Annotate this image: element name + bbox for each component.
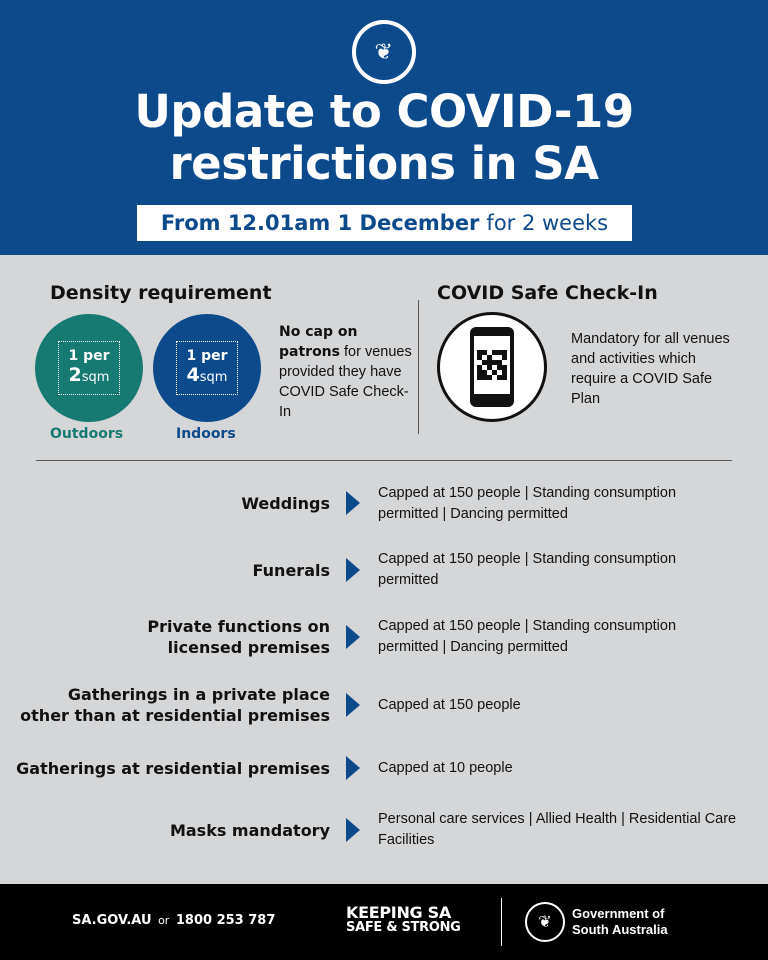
row-label-private-gatherings bbox=[20, 684, 330, 726]
title-line-1: Update to COVID-19 bbox=[134, 85, 634, 138]
arrow-right-icon bbox=[346, 756, 360, 780]
keep-logo-line-2: SAFE & STRONG bbox=[346, 920, 461, 935]
density-area bbox=[187, 364, 228, 389]
density-heading: Density requirement bbox=[50, 282, 272, 304]
row-desc-weddings: Capped at 150 people | Standing consumption permitted | Dancing permitted bbox=[378, 485, 677, 522]
row-label-text: other than at residential premises bbox=[20, 706, 330, 725]
no-cap-note bbox=[279, 322, 419, 422]
effective-date-box bbox=[137, 205, 632, 241]
phone-number[interactable]: 1800 253 787 bbox=[175, 913, 276, 928]
row-label-private-functions bbox=[147, 616, 330, 658]
density-unit: sqm bbox=[81, 369, 110, 385]
row-label-text: Gatherings in a private place bbox=[67, 685, 330, 704]
phone-icon bbox=[470, 327, 514, 407]
government-logo-text bbox=[572, 906, 668, 938]
footer-bar bbox=[0, 884, 768, 960]
gov-line-2: South Australia bbox=[572, 922, 668, 937]
title-line-2: restrictions in SA bbox=[169, 137, 599, 190]
section-divider-horizontal bbox=[36, 460, 732, 461]
row-desc-private-gatherings: Capped at 150 people bbox=[378, 697, 521, 713]
row-desc-private-functions: Capped at 150 people | Standing consumption permitted | Dancing permitted bbox=[378, 618, 677, 655]
phone-qr-icon bbox=[437, 312, 547, 422]
row-label-residential-gatherings bbox=[16, 758, 330, 779]
website-link[interactable]: SA.GOV.AU bbox=[72, 913, 152, 928]
density-per: 1 per bbox=[186, 347, 228, 364]
section-divider-vertical bbox=[418, 300, 419, 434]
arrow-right-icon bbox=[346, 625, 360, 649]
area-square bbox=[58, 341, 120, 395]
qr-code-icon bbox=[477, 350, 507, 380]
arrow-right-icon bbox=[346, 491, 360, 515]
footer-divider bbox=[501, 898, 502, 946]
row-label-text: Gatherings at residential premises bbox=[16, 759, 330, 778]
row-label-text: Masks mandatory bbox=[169, 821, 330, 840]
arrow-right-icon bbox=[346, 558, 360, 582]
row-label-weddings bbox=[241, 493, 330, 514]
checkin-description: Mandatory for all venues and activities which require a COVID Safe Plan bbox=[571, 331, 730, 407]
arrow-right-icon bbox=[346, 693, 360, 717]
no-cap-bold: No cap on patrons bbox=[279, 324, 358, 360]
row-desc-funerals: Capped at 150 people | Standing consumption permitted bbox=[378, 551, 677, 588]
row-desc-residential-gatherings: Capped at 10 people bbox=[378, 760, 513, 776]
south-australia-emblem-icon bbox=[352, 20, 416, 84]
piping-shrike-icon: ❦ bbox=[374, 39, 394, 64]
row-label-funerals bbox=[253, 560, 330, 581]
density-per: 1 per bbox=[68, 347, 110, 364]
keep-logo-line-1: KEEPING SA bbox=[346, 903, 451, 922]
row-label-masks bbox=[170, 820, 330, 841]
density-number: 4 bbox=[186, 363, 200, 386]
government-emblem-icon: ❦ bbox=[525, 902, 565, 942]
row-label-text: licensed premises bbox=[167, 638, 330, 657]
density-unit: sqm bbox=[199, 369, 228, 385]
indoors-density-circle bbox=[153, 314, 261, 422]
keeping-sa-logo bbox=[346, 905, 461, 935]
effective-duration: for 2 weeks bbox=[486, 211, 609, 235]
density-number: 2 bbox=[68, 363, 82, 386]
row-label-text: Weddings bbox=[241, 494, 330, 513]
row-label-text: Funerals bbox=[252, 561, 330, 580]
page-title bbox=[0, 86, 768, 190]
density-area bbox=[69, 364, 110, 389]
outdoors-density-circle bbox=[35, 314, 143, 422]
header-banner bbox=[0, 0, 768, 255]
area-square bbox=[176, 341, 238, 395]
contact-info bbox=[72, 913, 275, 928]
row-label-text: Private functions on bbox=[147, 617, 330, 636]
no-cap-text: for venues provided they have COVID Safe Check-In bbox=[279, 344, 412, 420]
arrow-right-icon bbox=[346, 818, 360, 842]
indoors-label: Indoors bbox=[176, 426, 236, 442]
outdoors-label: Outdoors bbox=[50, 426, 124, 442]
or-text: or bbox=[158, 914, 170, 927]
checkin-heading: COVID Safe Check-In bbox=[437, 282, 658, 304]
row-desc-masks: Personal care services | Allied Health | Residential Care Facilities bbox=[378, 811, 737, 848]
effective-date: From 12.01am 1 December bbox=[160, 211, 480, 235]
gov-line-1: Government of bbox=[572, 906, 665, 921]
